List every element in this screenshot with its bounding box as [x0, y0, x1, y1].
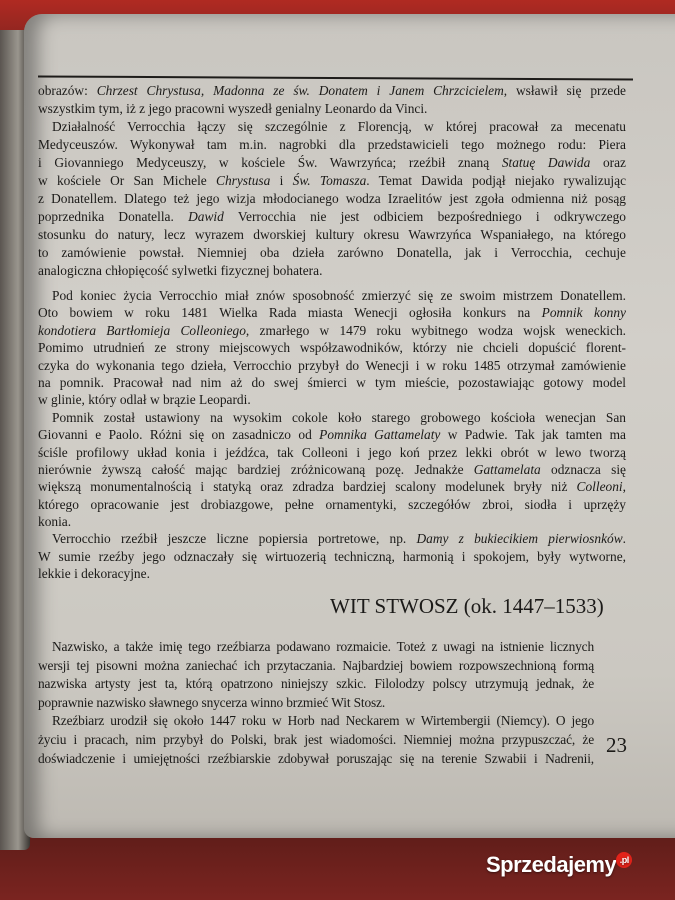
- watermark-text: Sprzedajemy: [486, 852, 617, 877]
- text-segment: poprzednika Donatella.: [38, 209, 189, 224]
- text-segment: Pomnik został ustawiony na wysokim cokole koło starego grobowego kościoła wenecjan San: [52, 409, 626, 425]
- italic-title: Chrystusa: [216, 173, 271, 188]
- text-segment: na pomnik. Pracował nad nim aż do swej śmierci w tym mieście, pozostawiając gotowy model: [38, 374, 626, 390]
- italic-title: Św. Tomasza: [292, 173, 367, 188]
- text-segment: . Temat Dawida podjął niejako rywalizując: [366, 173, 627, 188]
- text-line: [38, 391, 626, 408]
- text-segment: większą monumentalnością i statyką oraz zdradza bardziej scalony modelunek bryły niż: [38, 479, 577, 495]
- text-segment: obrazów:: [38, 83, 97, 98]
- text-segment: lekkie i dekoracyjne.: [38, 566, 150, 582]
- text-line: [38, 118, 626, 136]
- italic-title: Colleoni: [576, 479, 623, 495]
- text-segment: ściśle profilowy układ konia i jeźdźca, tak Colleoni i jego koń przez lekki obrót w lewo tworzą: [38, 444, 626, 460]
- italic-title: Gattamelata: [473, 461, 541, 477]
- italic-title: Pomnika Gattamelaty: [319, 427, 441, 443]
- page-number: 23: [606, 733, 627, 757]
- text-line: [38, 244, 626, 262]
- text-segment: to zamówienie powstał. Niemniej oba dzieła zarówno Donatella, jak i Verrocchia, cechuje: [38, 245, 626, 260]
- text-line: [38, 374, 626, 391]
- text-segment: oraz: [590, 155, 626, 170]
- text-block-wit-stwosz: [38, 638, 594, 768]
- text-block-verrocchio-2: [38, 287, 626, 583]
- text-line: [38, 287, 626, 304]
- text-segment: Pomimo utrudnień ze strony miejscowych współzawodników, którzy nie chcieli dopuścić florent-: [38, 340, 626, 356]
- italic-title: Damy z bukiecikiem pierwiosnków: [416, 531, 623, 547]
- text-segment: , zmarłego w 1479 roku wybitnego wodza wojsk weneckich.: [245, 322, 627, 338]
- text-segment: W sumie rzeźby jego odznaczały się wirtuozerią techniczną, harmonią i spokojem, były wytworne,: [38, 548, 626, 564]
- text-segment: , wsławił się przede: [503, 83, 626, 98]
- text-line: [38, 712, 594, 731]
- text-line: [38, 548, 626, 565]
- text-segment: stosunku do natury, lecz wyrazem dworskiej kultury okresu Wawrzyńca Wspaniałego, na którego: [38, 227, 626, 242]
- text-segment: wszystkim tym, iż z jego pracowni wyszedł genialny Leonardo da Vinci.: [38, 101, 428, 116]
- text-line: [38, 461, 626, 478]
- text-segment: i: [270, 173, 293, 188]
- text-line: [38, 750, 594, 769]
- text-segment: w kościele Or San Michele: [38, 173, 217, 188]
- text-segment: odznacza się: [540, 461, 626, 477]
- italic-title: Dawid: [188, 209, 224, 224]
- text-line: [38, 444, 626, 461]
- watermark-logo: [486, 852, 632, 878]
- text-segment: Rzeźbiarz urodził się około 1447 roku w Horb nad Neckarem w Wirtembergii (Niemcy). O jego: [52, 713, 594, 729]
- text-segment: czyka do wykonania tego dzieła, Verrocchio przybył do Wenecji i w roku 1485 otrzymał zamówienie: [38, 357, 626, 373]
- text-segment: ,: [622, 479, 626, 495]
- text-segment: i Giovanniego Medyceuszy, w kościele Św. Wawrzyńca; rzeźbił znaną: [38, 155, 502, 170]
- text-segment: w Padwie. Tak jak tamten ma: [440, 427, 626, 443]
- text-line: [38, 638, 594, 657]
- text-segment: którego opracowanie jest drobiazgowe, pełne ornamentyki, szczegółów zbroi, siodła i uprzęży: [38, 496, 626, 512]
- text-line: [38, 565, 626, 582]
- text-segment: Giovanni e Paolo. Różni się on zasadniczo od: [38, 427, 320, 443]
- text-line: [38, 409, 626, 426]
- text-segment: doświadczenie i umiejętności rzeźbiarskie zdobywał poruszając się na terenie Szwabii i Nadrenii,: [38, 750, 594, 766]
- italic-title: Statuę Dawida: [501, 155, 591, 170]
- text-segment: Verrocchio rzeźbił jeszcze liczne popiersia portretowe, np.: [52, 531, 417, 547]
- text-segment: Pod koniec życia Verrocchio miał znów sposobność zmierzyć się ze swoim mistrzem Donatellem.: [52, 288, 626, 303]
- text-line: [38, 657, 594, 676]
- text-segment: konia.: [38, 514, 72, 530]
- text-line: [38, 262, 626, 280]
- text-line: [38, 357, 626, 374]
- text-line: [38, 208, 626, 226]
- text-line: [38, 478, 626, 495]
- text-line: [38, 496, 626, 513]
- text-line: [38, 172, 626, 190]
- text-line: [38, 513, 626, 530]
- text-line: [38, 304, 626, 321]
- italic-title: Pomnik konny: [541, 305, 626, 321]
- text-block-verrocchio-1: [38, 82, 626, 280]
- text-line: [38, 339, 626, 356]
- text-line: [38, 694, 594, 713]
- text-line: [38, 82, 626, 100]
- text-segment: z Donatellem. Dlatego też jego wizja młodocianego wodza Izraelitów jest zgoła odmienna niż posąg: [38, 191, 626, 206]
- text-segment: Nazwisko, a także imię tego rzeźbiarza podawano rozmaicie. Toteż z uwagi na istnienie licznych: [52, 639, 594, 654]
- text-line: [38, 136, 626, 154]
- text-line: [38, 426, 626, 443]
- text-segment: życiu i pracach, nim przybył do Polski, brak jest wiadomości. Niemniej można przypuszczać, że: [38, 731, 594, 747]
- text-segment: wersji tej pisowni można zaniechać ich przytaczania. Najbardziej bowiem rozpowszechnioną formą: [38, 657, 594, 673]
- text-line: [38, 190, 626, 208]
- text-segment: Medyceuszów. Wykonywał tam m.in. nagrobki dla przedstawicieli tego możnego rodu: Piera: [38, 137, 626, 152]
- text-line: [38, 322, 626, 339]
- text-segment: analogiczna chłopięcość sylwetki fizycznej bohatera.: [38, 263, 323, 278]
- text-line: [38, 530, 626, 547]
- text-segment: poprawnie nazwisko sławnego snycerza winno brzmieć Wit Stosz.: [38, 694, 386, 710]
- text-segment: w glinie, który odlał w brązie Leopardi.: [38, 392, 251, 408]
- text-segment: nazwiska artysty jest ta, którą opatrzono niniejszy szkic. Filolodzy polscy utrzymują jednak, że: [38, 676, 594, 692]
- text-segment: Verrocchia nie jest odbiciem bezpośredniego i odkrywczego: [223, 209, 626, 224]
- text-line: [38, 154, 626, 172]
- text-segment: .: [622, 531, 626, 547]
- text-line: [38, 226, 626, 244]
- text-line: [38, 731, 594, 750]
- italic-title: kondotiera Bartłomieja Colleoniego: [38, 322, 246, 338]
- section-heading: WIT STWOSZ (ok. 1447–1533): [330, 594, 604, 618]
- text-segment: Działalność Verrocchia łączy się szczególnie z Florencją, w której pracował za mecenatu: [52, 119, 626, 134]
- text-segment: Oto bowiem w roku 1481 Wielka Rada miasta Wenecji ogłosiła konkurs na: [38, 305, 542, 321]
- italic-title: Chrzest Chrystusa, Madonna ze św. Donatem i Janem Chrzcicielem: [96, 83, 504, 98]
- text-segment: nierównie żywszą całość mając bardziej zróżnicowaną pozę. Jednakże: [38, 461, 474, 477]
- watermark-suffix: .pl: [616, 852, 632, 868]
- text-line: [38, 675, 594, 694]
- text-line: [38, 100, 626, 118]
